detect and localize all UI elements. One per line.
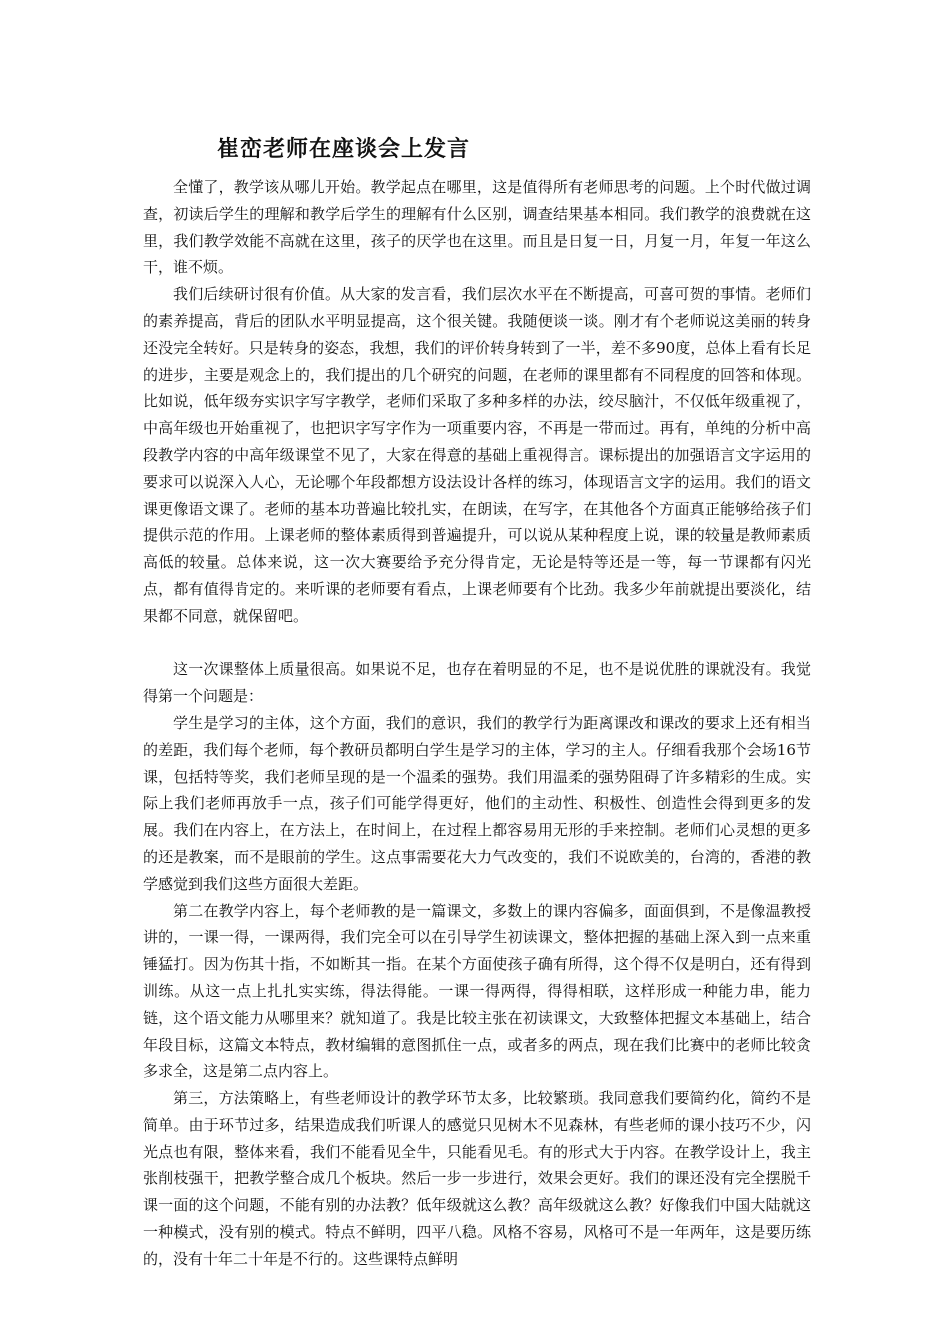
paragraph-2: 我们后续研讨很有价值。从大家的发言看，我们层次水平在不断提高，可喜可贺的事情。老师们的素养提高，背后的团队水平明显提高，这个很关键。我随便谈一谈。刚才有个老师说这美丽的转身还没完全转好。只是转身的姿态，我想，我们的评价转身转到了一半，差不多90度，总体上看有长足的进步，主要是观念上的，我们提出的几个研究的问题，在老师的课里都有不同程度的回答和体现。比如说，低年级夯实识字写字教学，老师们采取了多种多样的办法，绞尽脑汁，不仅低年级重视了，中高年级也开始重视了，也把识字写字作为一项重要内容，不再是一带而过。再有，单纯的分析中高段教学内容的中高年级课堂不见了，大家在得意的基础上重视得言。课标提出的加强语言文字运用的要求可以说深入人心，无论哪个年段都想方设法设计各样的练习，体现语言文字的运用。我们的语文课更像语文课了。老师的基本功普遍比较扎实，在朗读，在写字，在其他各个方面真正能够给孩子们提供示范的作用。上课老师的整体素质得到普遍提升，可以说从某种程度上说，课的较量是教师素质高低的较量。总体来说，这一次大赛要给予充分得肯定，无论是特等还是一等，每一节课都有闪光点，都有值得肯定的。来听课的老师要有看点，上课老师要有个比劲。我多少年前就提出要淡化，结果都不同意，就保留吧。 [143,285,811,625]
document-body [143,174,811,1273]
paragraph-1: 全懂了，教学该从哪儿开始。教学起点在哪里，这是值得所有老师思考的问题。上个时代做过调查，初读后学生的理解和教学后学生的理解有什么区别，调查结果基本相同。我们教学的浪费就在这里，我们教学效能不高就在这里，孩子的厌学也在这里。而且是日复一日，月复一月，年复一年这么干，谁不烦。 [143,178,811,277]
paragraph-6: 第三，方法策略上，有些老师设计的教学环节太多，比较繁琐。我同意我们要简约化，简约不是简单。由于环节过多，结果造成我们听课人的感觉只见树木不见森林，有些老师的课小技巧不少，闪光点也有限，整体来看，我们不能看见全牛，只能看见毛。有的形式大于内容。在教学设计上，我主张削枝强干，把教学整合成几个板块。然后一步一步进行，效果会更好。我们的课还没有完全摆脱千课一面的这个问题，不能有别的办法教？低年级就这么教？高年级就这么教？好像我们中国大陆就这一种模式，没有别的模式。特点不鲜明，四平八稳。风格不容易，风格可不是一年两年，这是要历练的，没有十年二十年是不行的。这些课特点鲜明 [143,1089,811,1268]
paragraph-5: 第二在教学内容上，每个老师教的是一篇课文，多数上的课内容偏多，面面俱到，不是像温教授讲的，一课一得，一课两得，我们完全可以在引导学生初读课文，整体把握的基础上深入到一点来重锤猛打。因为伤其十指，不如断其一指。在某个方面使孩子确有所得，这个得不仅是明白，还有得到训练。从这一点上扎扎实实练，得法得能。一课一得两得，得得相联，这样形成一种能力串，能力链，这个语文能力从哪里来？就知道了。我是比较主张在初读课文，大致整体把握文本基础上，结合年段目标，这篇文本特点，教材编辑的意图抓住一点，或者多的两点，现在我们比赛中的老师比较贪多求全，这是第二点内容上。 [143,901,811,1081]
document-title: 崔峦老师在座谈会上发言 [217,137,471,162]
paragraph-4: 学生是学习的主体，这个方面，我们的意识，我们的教学行为距离课改和课改的要求上还有相当的差距，我们每个老师，每个教研员都明白学生是学习的主体，学习的主人。仔细看我那个会场16节课，包括特等奖，我们老师呈现的是一个温柔的强势。我们用温柔的强势阻碍了许多精彩的生成。实际上我们老师再放手一点，孩子们可能学得更好，他们的主动性、积极性、创造性会得到更多的发展。我们在内容上，在方法上，在时间上，在过程上都容易用无形的手来控制。老师们心灵想的更多的还是教案，而不是眼前的学生。这点事需要花大力气改变的，我们不说欧美的，台湾的，香港的教学感觉到我们这些方面很大差距。 [143,713,811,893]
blank-line [143,630,811,657]
paragraph-3: 这一次课整体上质量很高。如果说不足，也存在着明显的不足，也不是说优胜的课就没有。我觉得第一个问题是： [143,660,811,706]
